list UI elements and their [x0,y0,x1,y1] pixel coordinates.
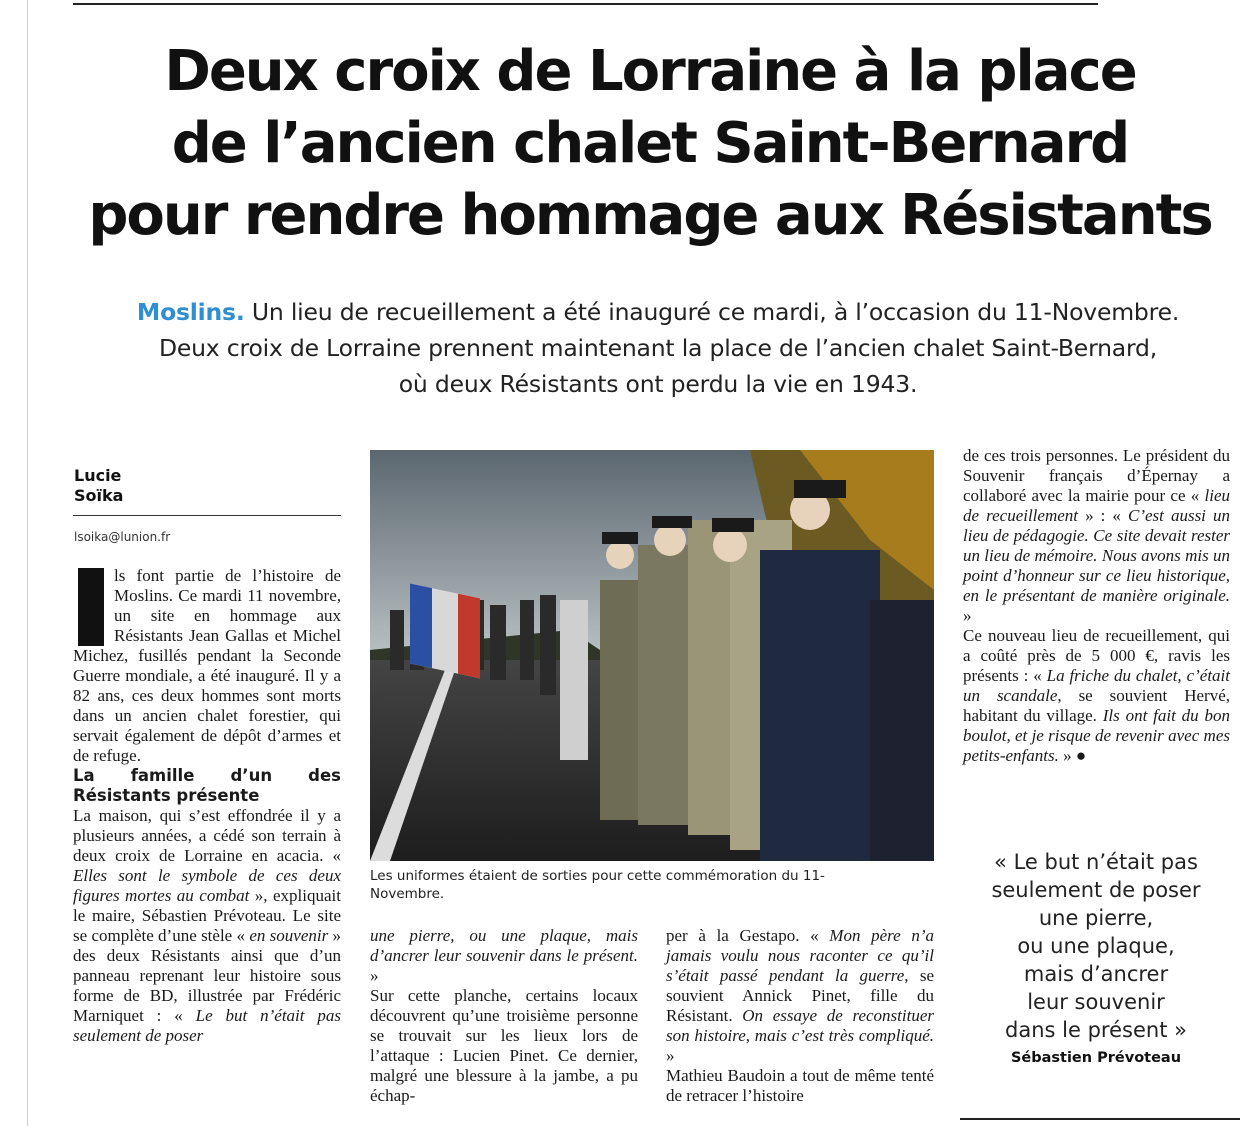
article-column-1 [73,566,341,1046]
body-paragraph: une pierre, ou une plaque, mais d’ancrer leur souvenir dans le présent. » [370,926,638,985]
article-photo [370,450,934,861]
body-paragraph: de ces trois personnes. Le président du Souvenir français d’Épernay a collaboré avec la mairie pour ce « lieu de recueillement » : « C’est aussi un lieu de pédagogie. Ce site devait rester un lieu de mémoire. Nous avons mis un point d’honneur sur ce lieu historique, en le présentant de manière originale. » [963,446,1230,625]
body-paragraph: La maison, qui s’est effondrée il y a plusieurs années, a cédé son terrain à deux croix de Lorraine en acacia. « Elles sont le symbole de ces deux figures mortes au combat », expliquait le maire, Sébastien Prévoteau. Le site se complète d’une stèle « en souvenir » des deux Résistants ainsi que d’un panneau reprenant leur histoire sous forme de BD, illustrée par Frédéric Marniquet : « Le but n’était pas seulement de poser [73,806,341,1045]
author-email[interactable]: lsoika@lunion.fr [74,530,171,544]
headline [40,36,1256,252]
pull-quote-author: Sébastien Prévoteau [1010,1050,1182,1066]
headline-line: pour rendre hommage aux Résistants [88,183,1212,248]
drop-cap [78,568,104,646]
page-gutter-line [27,0,28,1126]
headline-line: Deux croix de Lorraine à la place [164,39,1136,104]
body-paragraph: Sur cette planche, certains locaux découvrent qu’une troisième personne se trouvait sur les lieux lors de l’attaque : Lucien Pinet. Ce dernier, malgré une blessure à la jambe, a pu échap- [370,986,638,1105]
body-paragraph: per à la Gestapo. « Mon père n’a jamais voulu nous raconter ce qu’il s’était passé pendant la guerre, se souvient Annick Pinet, fille du Résistant. On essaye de reconstituer son histoire, mais c’est très compliqué. » [666,926,935,1065]
lead-paragraph [60,294,1256,402]
intro-paragraph: ls font partie de l’histoire de Moslins. Ce mardi 11 novembre, un site en hommage aux Résistants Jean Gallas et Michel Michez, fusillés pendant la Seconde Guerre mondiale, a été inauguré. Il y a 82 ans, ces deux hommes sont morts dans un ancien chalet forestier, qui servait également de dépôt d’armes et de refuge. [73,566,341,765]
author-name: Lucie Soïka [74,466,124,505]
location-label: Moslins. [136,298,245,326]
article-column-4 [963,446,1230,766]
top-rule [73,3,1098,5]
article-column-3 [666,926,934,1106]
photo-caption: Les uniformes étaient de sorties pour cette commémoration du 11-Novembre. [370,868,825,902]
ceremony-photo-illustration [370,450,934,861]
headline-line: de l’ancien chalet Saint-Bernard [171,111,1129,176]
body-paragraph: Mathieu Baudoin a tout de même tenté de retracer l’histoire [666,1066,934,1105]
subheading: La famille d’un des Résistants présente [73,766,341,805]
lead-line: Deux croix de Lorraine prennent maintenant la place de l’ancien chalet Saint-Bernard, [158,334,1158,362]
lead-line: où deux Résistants ont perdu la vie en 1943. [398,370,918,398]
lead-line: Moslins. Un lieu de recueillement a été inauguré ce mardi, à l’occasion du 11-Novembre. [136,298,1180,326]
article-column-2 [370,926,638,1106]
body-paragraph: Ce nouveau lieu de recueillement, qui a coûté près de 5 000 €, ravis les présents : « La friche du chalet, c’était un scandale, se souvient Hervé, habitant du village. Ils ont fait du bon boulot, et je risque de revenir avec mes petits-enfants. » ● [963,626,1230,765]
byline-rule [73,515,341,516]
pull-quote: « Le but n’était pas seulement de poser une pierre, ou une plaque, mais d’ancrer leur souvenir dans le présent » [991,850,1201,1042]
bottom-right-rule [960,1118,1240,1120]
